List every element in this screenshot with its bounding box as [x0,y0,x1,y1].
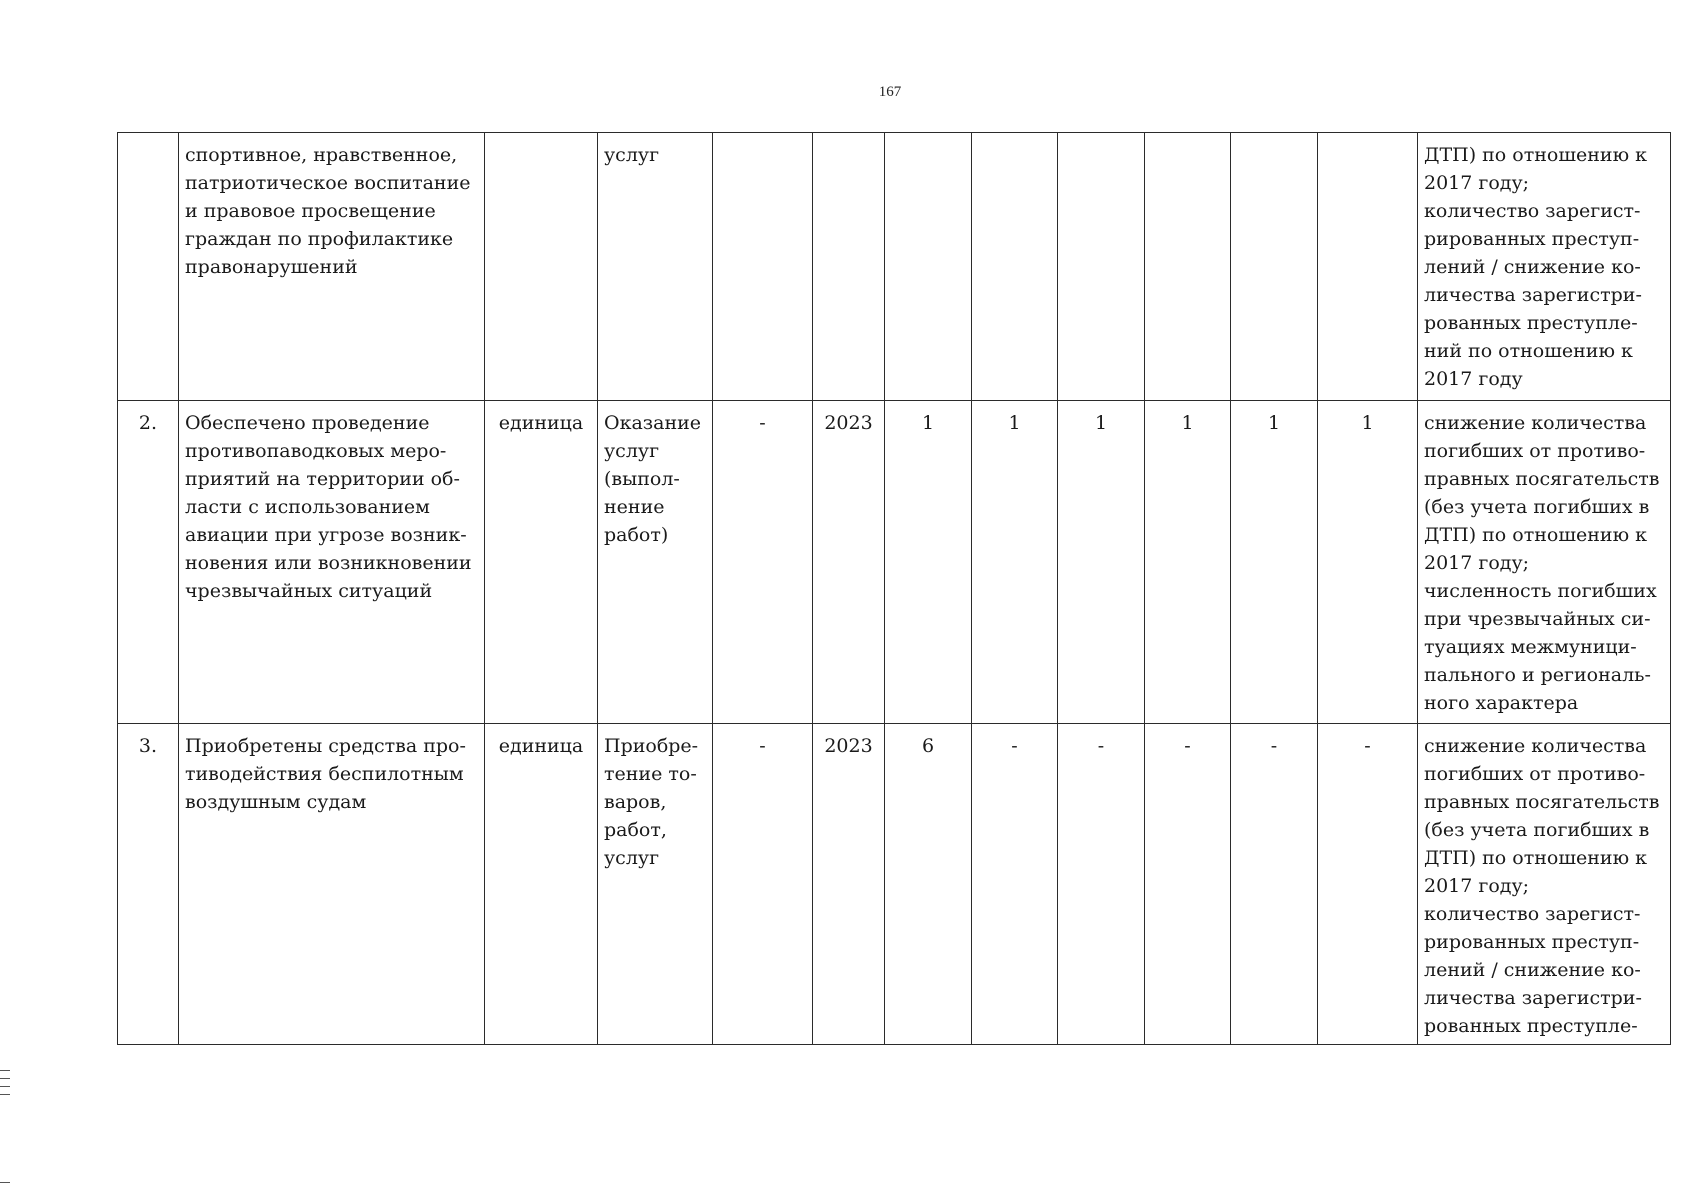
table-row [118,401,1671,724]
value-2: 1 [972,401,1058,724]
value-6: - [1318,724,1418,1045]
scan-mark [0,1086,10,1087]
value-1: 6 [885,724,972,1045]
value-4: 1 [1145,401,1231,724]
table-row [118,724,1671,1045]
row-number: 2. [118,401,179,724]
result-type: Оказание услуг (выпол- нение работ) [598,401,713,724]
value-5 [1231,133,1318,401]
result-type: Приобре- тение то- варов, работ, услуг [598,724,713,1045]
unit [485,133,598,401]
base-year: 2023 [813,401,885,724]
value-2 [972,133,1058,401]
value-6 [1318,133,1418,401]
unit: единица [485,401,598,724]
page-number: 167 [878,84,902,100]
row-number: 3. [118,724,179,1045]
value-1 [885,133,972,401]
base-year [813,133,885,401]
indicator-link: ДТП) по отношению к 2017 году; количество зарегист- рированных преступ- лений / снижение ко- личества зарегистри- рованных преступле- ний по отношению к 2017 году [1418,133,1671,401]
table-row [118,133,1671,401]
value-3: 1 [1058,401,1145,724]
scan-mark [0,1094,10,1095]
scan-mark [0,1182,10,1183]
value-5: 1 [1231,401,1318,724]
result-name: Обеспечено проведение противопаводковых меро- приятий на территории об- ласти с использованием авиации при угрозе возник- новения или возникновении чрезвычайных ситуаций [179,401,485,724]
value-4 [1145,133,1231,401]
results-table [117,132,1671,1045]
value-3: - [1058,724,1145,1045]
value-4: - [1145,724,1231,1045]
value-6: 1 [1318,401,1418,724]
result-type: услуг [598,133,713,401]
base-value [713,133,813,401]
value-2: - [972,724,1058,1045]
scan-mark [0,1078,10,1079]
value-3 [1058,133,1145,401]
base-value: - [713,401,813,724]
base-year: 2023 [813,724,885,1045]
base-value: - [713,724,813,1045]
result-name: спортивное, нравственное, патриотическое воспитание и правовое просвещение граждан по профилактике правонарушений [179,133,485,401]
scan-mark [0,1070,10,1071]
result-name: Приобретены средства про- тиводействия беспилотным воздушным судам [179,724,485,1045]
unit: единица [485,724,598,1045]
value-1: 1 [885,401,972,724]
value-5: - [1231,724,1318,1045]
row-number [118,133,179,401]
indicator-link: снижение количества погибших от противо- правных посягательств (без учета погибших в ДТП) по отношению к 2017 году; количество зарегист- рированных преступ- лений / снижение ко- личества зарегистри- рованных преступле- [1418,724,1671,1045]
indicator-link: снижение количества погибших от противо- правных посягательств (без учета погибших в ДТП) по отношению к 2017 году; численность погибших при чрезвычайных си- туациях межмуници- пального и региональ- ного характера [1418,401,1671,724]
